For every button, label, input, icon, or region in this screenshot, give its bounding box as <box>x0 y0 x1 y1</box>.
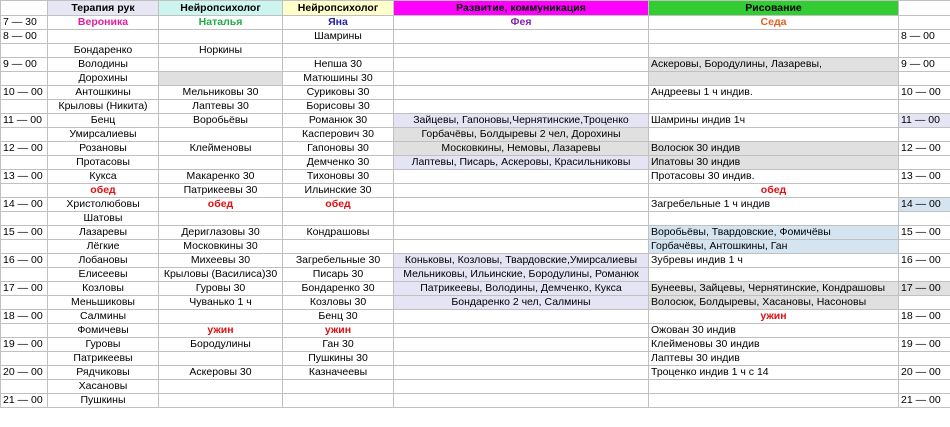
schedule-cell[interactable]: Козловы <box>48 282 159 296</box>
schedule-cell[interactable]: Лобановы <box>48 254 159 268</box>
schedule-cell[interactable]: Пушкины 30 <box>283 352 394 366</box>
schedule-cell[interactable] <box>394 30 649 44</box>
schedule-cell[interactable]: Мельниковы 30 <box>159 86 283 100</box>
schedule-cell[interactable]: ужин <box>283 324 394 338</box>
schedule-cell[interactable]: Норкины <box>159 44 283 58</box>
schedule-cell[interactable] <box>159 394 283 408</box>
schedule-cell[interactable]: Макаренко 30 <box>159 170 283 184</box>
time-cell[interactable]: 9 — 00 <box>1 58 48 72</box>
schedule-cell[interactable] <box>394 44 649 58</box>
schedule-cell[interactable]: Хасановы <box>48 380 159 394</box>
table-row <box>1 72 950 86</box>
schedule-cell[interactable]: Патрикеевы, Володины, Демченко, Кукса <box>394 282 649 296</box>
schedule-cell[interactable]: Ипатовы 30 индив <box>649 156 899 170</box>
table-row <box>1 380 950 394</box>
schedule-cell[interactable]: Бенц <box>48 114 159 128</box>
schedule-cell[interactable] <box>159 310 283 324</box>
schedule-cell[interactable] <box>283 394 394 408</box>
schedule-cell[interactable]: Патрикеевы <box>48 352 159 366</box>
time-cell[interactable]: 13 — 00 <box>1 170 48 184</box>
time-cell[interactable] <box>899 240 950 254</box>
column-header[interactable]: Нейропсихолог <box>159 1 283 16</box>
schedule-cell[interactable]: Мельниковы, Ильинские, Бородулины, Романюк <box>394 268 649 282</box>
table-row <box>1 254 950 268</box>
table-row <box>1 170 950 184</box>
schedule-cell[interactable]: Клейменовы 30 индив <box>649 338 899 352</box>
schedule-cell[interactable]: Бондаренко 30 <box>283 282 394 296</box>
header-row <box>1 1 950 16</box>
time-cell[interactable] <box>1 184 48 198</box>
table-row <box>1 282 950 296</box>
schedule-cell[interactable]: Антошкины <box>48 86 159 100</box>
schedule-cell[interactable] <box>649 394 899 408</box>
time-cell[interactable]: 18 — 00 <box>1 310 48 324</box>
schedule-cell[interactable] <box>394 338 649 352</box>
schedule-cell[interactable] <box>394 380 649 394</box>
time-cell[interactable] <box>899 268 950 282</box>
time-cell[interactable] <box>1 240 48 254</box>
column-header[interactable]: Нейропсихолог <box>283 1 394 16</box>
table-row <box>1 310 950 324</box>
schedule-cell[interactable]: Борисовы 30 <box>283 100 394 114</box>
table-row <box>1 198 950 212</box>
schedule-cell[interactable]: Тихоновы 30 <box>283 170 394 184</box>
table-row <box>1 226 950 240</box>
time-cell[interactable] <box>1 128 48 142</box>
time-cell[interactable]: 12 — 00 <box>899 142 950 156</box>
time-cell[interactable]: 17 — 00 <box>1 282 48 296</box>
time-cell[interactable] <box>1 156 48 170</box>
time-cell[interactable]: 13 — 00 <box>899 170 950 184</box>
schedule-cell[interactable]: Аскеровы, Бородулины, Лазаревы, <box>649 58 899 72</box>
schedule-cell[interactable] <box>394 170 649 184</box>
schedule-cell[interactable]: Клейменовы <box>159 142 283 156</box>
schedule-cell[interactable] <box>159 380 283 394</box>
column-header[interactable] <box>1 1 48 16</box>
schedule-cell[interactable]: Зубревы индив 1 ч <box>649 254 899 268</box>
time-cell[interactable]: 14 — 00 <box>899 198 950 212</box>
time-cell[interactable] <box>1 352 48 366</box>
time-cell[interactable]: 16 — 00 <box>899 254 950 268</box>
schedule-cell[interactable]: Кондрашовы <box>283 226 394 240</box>
table-row <box>1 324 950 338</box>
table-row <box>1 44 950 58</box>
schedule-cell[interactable]: Горбачёвы, Антошкины, Ган <box>649 240 899 254</box>
schedule-cell[interactable]: Московкины 30 <box>159 240 283 254</box>
time-cell[interactable]: 10 — 00 <box>899 86 950 100</box>
schedule-cell[interactable]: обед <box>48 184 159 198</box>
time-cell[interactable] <box>899 212 950 226</box>
time-cell[interactable]: 19 — 00 <box>899 338 950 352</box>
time-cell[interactable]: 19 — 00 <box>1 338 48 352</box>
schedule-cell[interactable] <box>159 212 283 226</box>
schedule-cell[interactable]: Умирсалиевы <box>48 128 159 142</box>
time-cell[interactable]: 11 — 00 <box>1 114 48 128</box>
schedule-cell[interactable]: Бондаренко 2 чел, Салмины <box>394 296 649 310</box>
schedule-cell[interactable] <box>649 268 899 282</box>
schedule-cell[interactable]: Меньшиковы <box>48 296 159 310</box>
schedule-cell[interactable]: Протасовы 30 индив. <box>649 170 899 184</box>
schedule-cell[interactable] <box>394 226 649 240</box>
specialist-name[interactable]: Фея <box>394 16 649 30</box>
schedule-cell[interactable] <box>159 352 283 366</box>
schedule-cell[interactable] <box>283 212 394 226</box>
time-cell[interactable] <box>1 100 48 114</box>
time-cell[interactable]: 8 — 00 <box>899 30 950 44</box>
schedule-cell[interactable]: Бунеевы, Зайцевы, Чернятинские, Кондрашовы <box>649 282 899 296</box>
schedule-cell[interactable] <box>48 30 159 44</box>
time-cell[interactable]: 17 — 00 <box>899 282 950 296</box>
schedule-cell[interactable]: Крыловы (Василиса)30 <box>159 268 283 282</box>
schedule-cell[interactable] <box>394 310 649 324</box>
schedule-cell[interactable]: Воробьёвы, Твардовские, Фомичёвы <box>649 226 899 240</box>
schedule-cell[interactable]: Загребельные 30 <box>283 254 394 268</box>
schedule-cell[interactable]: Матюшины 30 <box>283 72 394 86</box>
schedule-cell[interactable] <box>394 184 649 198</box>
schedule-cell[interactable] <box>649 100 899 114</box>
time-cell[interactable]: 20 — 00 <box>1 366 48 380</box>
time-cell[interactable] <box>899 156 950 170</box>
schedule-cell[interactable]: Шамрины индив 1ч <box>649 114 899 128</box>
time-cell[interactable] <box>1 212 48 226</box>
schedule-cell[interactable] <box>283 240 394 254</box>
schedule-cell[interactable] <box>159 72 283 86</box>
schedule-cell[interactable]: Андреевы 1 ч индив. <box>649 86 899 100</box>
table-row <box>1 30 950 44</box>
time-cell[interactable]: 16 — 00 <box>1 254 48 268</box>
column-header[interactable] <box>899 1 950 16</box>
table-row <box>1 156 950 170</box>
schedule-cell[interactable] <box>649 30 899 44</box>
specialist-name[interactable]: Седа <box>649 16 899 30</box>
table-row <box>1 100 950 114</box>
time-cell[interactable] <box>1 72 48 86</box>
schedule-cell[interactable] <box>649 212 899 226</box>
schedule-cell[interactable]: Непша 30 <box>283 58 394 72</box>
specialist-names-row <box>1 16 950 30</box>
schedule-cell[interactable]: Фомичевы <box>48 324 159 338</box>
schedule-cell[interactable]: Гуровы <box>48 338 159 352</box>
time-cell[interactable] <box>899 380 950 394</box>
column-header[interactable]: Развитие, коммуникация <box>394 1 649 16</box>
schedule-cell[interactable]: Воробьёвы <box>159 114 283 128</box>
table-row <box>1 366 950 380</box>
schedule-cell[interactable]: обед <box>159 198 283 212</box>
schedule-cell[interactable]: Казначеевы <box>283 366 394 380</box>
table-row <box>1 128 950 142</box>
schedule-cell[interactable]: Гуровы 30 <box>159 282 283 296</box>
schedule-cell[interactable]: Шатовы <box>48 212 159 226</box>
schedule-cell[interactable]: Московкины, Немовы, Лазаревы <box>394 142 649 156</box>
schedule-cell[interactable]: Чуванько 1 ч <box>159 296 283 310</box>
schedule-cell[interactable]: Суриковы 30 <box>283 86 394 100</box>
schedule-cell[interactable]: ужин <box>159 324 283 338</box>
time-cell[interactable] <box>1 380 48 394</box>
time-cell[interactable]: 20 — 00 <box>899 366 950 380</box>
schedule-cell[interactable]: Володины <box>48 58 159 72</box>
schedule-cell[interactable] <box>394 366 649 380</box>
time-cell[interactable] <box>1 268 48 282</box>
time-cell[interactable] <box>899 324 950 338</box>
schedule-cell[interactable]: Козловы 30 <box>283 296 394 310</box>
time-cell[interactable]: 11 — 00 <box>899 114 950 128</box>
schedule-cell[interactable] <box>394 58 649 72</box>
specialist-name[interactable] <box>899 16 950 30</box>
table-row <box>1 114 950 128</box>
time-cell[interactable] <box>1 296 48 310</box>
table-row <box>1 86 950 100</box>
schedule-cell[interactable] <box>283 380 394 394</box>
time-cell[interactable] <box>899 184 950 198</box>
schedule-cell[interactable]: Волосюк 30 индив <box>649 142 899 156</box>
schedule-cell[interactable]: Бенц 30 <box>283 310 394 324</box>
time-cell[interactable] <box>1 44 48 58</box>
time-cell[interactable]: 10 — 00 <box>1 86 48 100</box>
table-row <box>1 394 950 408</box>
schedule-cell[interactable]: Романюк 30 <box>283 114 394 128</box>
table-row <box>1 352 950 366</box>
schedule-cell[interactable] <box>394 100 649 114</box>
time-cell[interactable]: 8 — 00 <box>1 30 48 44</box>
table-row <box>1 58 950 72</box>
schedule-cell[interactable]: обед <box>649 184 899 198</box>
schedule-cell[interactable] <box>394 72 649 86</box>
table-row <box>1 338 950 352</box>
schedule-cell[interactable]: Михеевы 30 <box>159 254 283 268</box>
time-cell[interactable]: 21 — 00 <box>899 394 950 408</box>
schedule-cell[interactable]: Загребельные 1 ч индив <box>649 198 899 212</box>
schedule-cell[interactable] <box>649 128 899 142</box>
specialist-name[interactable]: Вероника <box>48 16 159 30</box>
schedule-cell[interactable] <box>394 394 649 408</box>
schedule-cell[interactable] <box>394 198 649 212</box>
schedule-cell[interactable]: Лазаревы <box>48 226 159 240</box>
schedule-cell[interactable]: Ган 30 <box>283 338 394 352</box>
schedule-cell[interactable]: Христолюбовы <box>48 198 159 212</box>
schedule-cell[interactable]: Дорохины <box>48 72 159 86</box>
table-row <box>1 142 950 156</box>
schedule-cell[interactable] <box>159 128 283 142</box>
time-cell[interactable]: 15 — 00 <box>899 226 950 240</box>
schedule-cell[interactable] <box>394 352 649 366</box>
schedule-cell[interactable]: Бородулины <box>159 338 283 352</box>
schedule-cell[interactable] <box>394 86 649 100</box>
schedule-cell[interactable] <box>159 30 283 44</box>
schedule-cell[interactable]: Демченко 30 <box>283 156 394 170</box>
table-row <box>1 296 950 310</box>
time-cell[interactable]: 12 — 00 <box>1 142 48 156</box>
schedule-cell[interactable] <box>394 240 649 254</box>
schedule-cell[interactable] <box>649 72 899 86</box>
schedule-cell[interactable] <box>159 58 283 72</box>
schedule-cell[interactable]: Лёгкие <box>48 240 159 254</box>
specialist-name[interactable]: Яна <box>283 16 394 30</box>
schedule-cell[interactable]: Ожован 30 индив <box>649 324 899 338</box>
schedule-cell[interactable]: Волосюк, Болдыревы, Хасановы, Насоновы <box>649 296 899 310</box>
schedule-cell[interactable]: Гапоновы 30 <box>283 142 394 156</box>
time-cell[interactable] <box>899 72 950 86</box>
schedule-cell[interactable] <box>159 156 283 170</box>
schedule-cell[interactable] <box>283 44 394 58</box>
schedule-cell[interactable]: Протасовы <box>48 156 159 170</box>
table-row <box>1 184 950 198</box>
schedule-cell[interactable]: Аскеровы 30 <box>159 366 283 380</box>
time-cell[interactable] <box>899 352 950 366</box>
schedule-cell[interactable] <box>649 380 899 394</box>
time-cell[interactable]: 21 — 00 <box>1 394 48 408</box>
schedule-cell[interactable]: Елисеевы <box>48 268 159 282</box>
time-cell[interactable] <box>899 100 950 114</box>
schedule-cell[interactable]: обед <box>283 198 394 212</box>
time-cell[interactable]: 15 — 00 <box>1 226 48 240</box>
schedule-cell[interactable]: ужин <box>649 310 899 324</box>
time-cell[interactable]: 14 — 00 <box>1 198 48 212</box>
time-cell[interactable]: 18 — 00 <box>899 310 950 324</box>
schedule-cell[interactable]: Писарь 30 <box>283 268 394 282</box>
schedule-cell[interactable]: Коньковы, Козловы, Твардовские,Умирсалиевы <box>394 254 649 268</box>
schedule-cell[interactable] <box>394 324 649 338</box>
schedule-cell[interactable]: Розановы <box>48 142 159 156</box>
schedule-cell[interactable]: Ильинские 30 <box>283 184 394 198</box>
schedule-cell[interactable]: Бондаренко <box>48 44 159 58</box>
schedule-cell[interactable]: Кукса <box>48 170 159 184</box>
schedule-cell[interactable]: Троценко индив 1 ч с 14 <box>649 366 899 380</box>
table-row <box>1 212 950 226</box>
schedule-cell[interactable]: Лаптевы 30 индив <box>649 352 899 366</box>
column-header[interactable]: Терапия рук <box>48 1 159 16</box>
schedule-cell[interactable]: Шамрины <box>283 30 394 44</box>
time-cell[interactable] <box>899 44 950 58</box>
time-cell[interactable]: 9 — 00 <box>899 58 950 72</box>
time-cell[interactable] <box>899 296 950 310</box>
time-cell[interactable]: 7 — 30 <box>1 16 48 30</box>
time-cell[interactable] <box>1 324 48 338</box>
table-row <box>1 240 950 254</box>
column-header[interactable]: Рисование <box>649 1 899 16</box>
schedule-cell[interactable] <box>649 44 899 58</box>
schedule-cell[interactable]: Крыловы (Никита) <box>48 100 159 114</box>
schedule-cell[interactable]: Пушкины <box>48 394 159 408</box>
schedule-cell[interactable]: Рядчиковы <box>48 366 159 380</box>
schedule-cell[interactable]: Зайцевы, Гапоновы,Чернятинские,Троценко <box>394 114 649 128</box>
schedule-cell[interactable]: Салмины <box>48 310 159 324</box>
schedule-cell[interactable]: Лаптевы 30 <box>159 100 283 114</box>
specialist-name[interactable]: Наталья <box>159 16 283 30</box>
schedule-cell[interactable] <box>394 212 649 226</box>
schedule-cell[interactable]: Дериглазовы 30 <box>159 226 283 240</box>
schedule-cell[interactable]: Касперович 30 <box>283 128 394 142</box>
table-row <box>1 268 950 282</box>
schedule-cell[interactable]: Лаптевы, Писарь, Аскеровы, Красильниковы <box>394 156 649 170</box>
schedule-cell[interactable]: Патрикеевы 30 <box>159 184 283 198</box>
time-cell[interactable] <box>899 128 950 142</box>
schedule-cell[interactable]: Горбачёвы, Болдыревы 2 чел, Дорохины <box>394 128 649 142</box>
